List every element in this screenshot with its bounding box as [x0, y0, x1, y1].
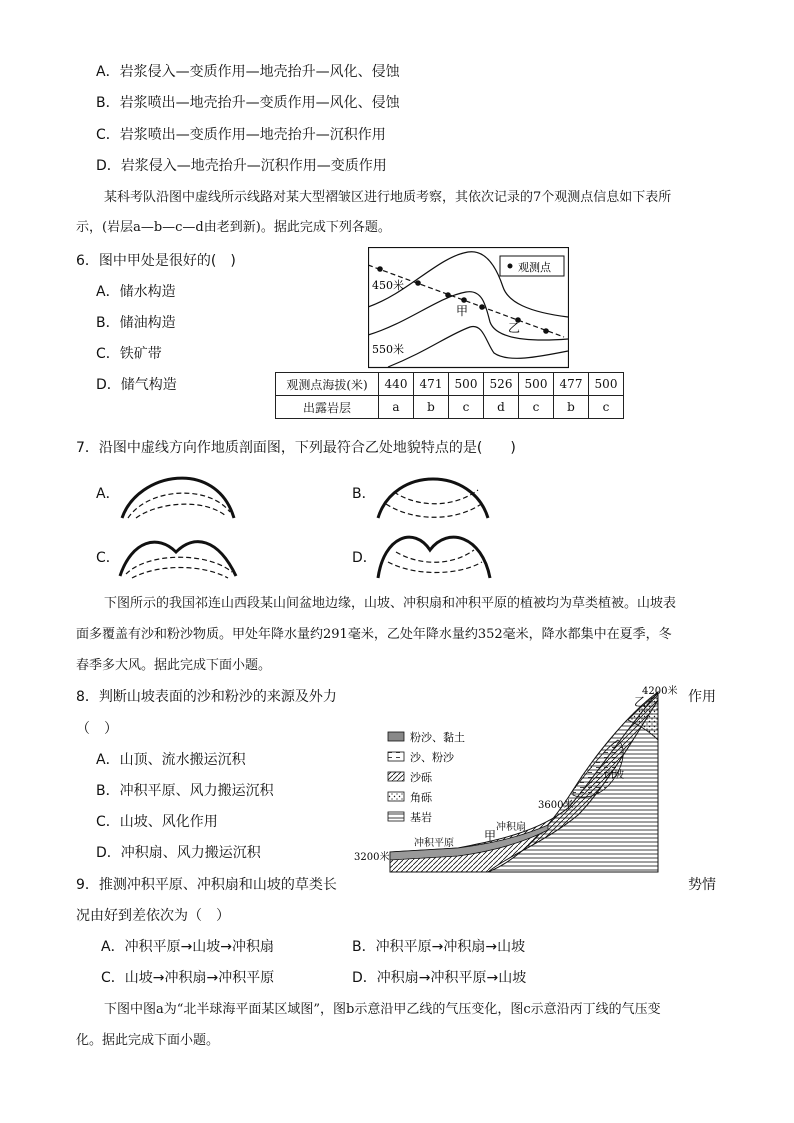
table-cell: 500: [589, 373, 624, 396]
q8-option-d: D．冲积扇、风力搬运沉积: [96, 845, 261, 861]
q7-option-d: D．: [352, 550, 377, 566]
passage1-line2: 示，(岩层a—b—c—d由老到新)。据此完成下列各题。: [76, 220, 391, 235]
terrain-profile-diagram: [348, 680, 678, 880]
map-contour-550: 550米: [372, 343, 404, 356]
table-cell: 477: [554, 373, 589, 396]
q8-stem: 8．判断山坡表面的沙和粉沙的来源及外力: [76, 689, 337, 705]
passage2-line2: 面多覆盖有沙和粉沙物质。甲处年降水量约291毫米，乙处年降水量约352毫米，降水都集中在夏季，冬: [76, 627, 672, 642]
table-cell: a: [379, 396, 414, 419]
label-jia: 甲: [484, 829, 497, 843]
q5-option-a: A．岩浆侵入—变质作用—地壳抬升—风化、侵蚀: [96, 64, 400, 80]
legend-breccia: 角砾: [410, 791, 432, 804]
table-cell: b: [554, 396, 589, 419]
q7-stem: 7．沿图中虚线方向作地质剖面图，下列最符合乙处地貌特点的是( ): [76, 440, 516, 456]
q6-option-c: C．铁矿带: [96, 346, 162, 362]
legend-sand-silt: 沙、粉沙: [410, 751, 454, 764]
q5-option-b: B．岩浆喷出—地壳抬升—变质作用—风化、侵蚀: [96, 95, 400, 111]
label-plain: 冲积平原: [414, 838, 454, 849]
q9-option-d: D．冲积扇→冲积平原→山坡: [352, 970, 527, 986]
q7-profile-b: [374, 466, 494, 522]
q8-stem-end: 作用: [688, 689, 716, 705]
table-row: [276, 373, 624, 396]
label-yi: 乙: [634, 695, 647, 709]
passage2-line1: 下图所示的我国祁连山西段某山间盆地边缘，山坡、冲积扇和冲积平原的植被均为草类植被。山坡表: [104, 596, 677, 611]
table-header-elevation: 观测点海拔(米): [276, 373, 379, 396]
legend-gravel: 沙砾: [410, 771, 432, 784]
q6-option-a: A．储水构造: [96, 284, 176, 300]
q9-option-c: C．山坡→冲积扇→冲积平原: [101, 970, 275, 986]
q9-stem: 9．推测冲积平原、冲积扇和山坡的草类长: [76, 877, 337, 893]
q7-option-a: A．: [96, 486, 120, 502]
q5-option-d: D．岩浆侵入—地壳抬升—沉积作用—变质作用: [96, 158, 387, 174]
map-legend-label: 观测点: [518, 261, 551, 274]
q9-option-b: B．冲积平原→冲积扇→山坡: [352, 939, 526, 955]
elev-3600: 3600米: [538, 800, 574, 811]
table-cell: 500: [449, 373, 484, 396]
table-cell: 526: [484, 373, 519, 396]
q9-option-a: A．冲积平原→山坡→冲积扇: [101, 939, 275, 955]
map-label-yi: 乙: [508, 321, 521, 335]
map-contour-450: 450米: [372, 279, 404, 292]
q6-option-b: B．储油构造: [96, 315, 176, 331]
table-cell: c: [589, 396, 624, 419]
q8-paren: （ ）: [76, 721, 118, 737]
q6-stem: 6．图中甲处是很好的( ): [76, 253, 236, 269]
q7-option-b: B．: [352, 486, 376, 502]
label-slope: 山坡: [604, 770, 624, 781]
legend-silt-clay: 粉沙、黏土: [410, 731, 465, 744]
q6-option-d: D．储气构造: [96, 377, 177, 393]
elev-4200: 4200米: [642, 686, 678, 697]
legend-bedrock: 基岩: [410, 811, 432, 824]
table-cell: c: [519, 396, 554, 419]
q9-stem-end: 势情: [688, 877, 716, 893]
elev-3200: 3200米: [354, 852, 390, 863]
q8-option-c: C．山坡、风化作用: [96, 814, 218, 830]
q7-option-c: C．: [96, 550, 120, 566]
table-cell: b: [414, 396, 449, 419]
passage1-line1: 某科考队沿图中虚线所示线路对某大型褶皱区进行地质考察，其依次记录的7个观测点信息如下表所: [104, 190, 672, 205]
table-header-strata: 出露岩层: [276, 396, 379, 419]
label-fan: 冲积扇: [496, 822, 526, 833]
contour-map: [368, 247, 569, 369]
table-cell: 471: [414, 373, 449, 396]
passage3-line1: 下图中图a为“北半球海平面某区域图”，图b示意沿甲乙线的气压变化，图c示意沿丙丁线的气压变: [104, 1002, 661, 1017]
table-cell: c: [449, 396, 484, 419]
observation-table: [275, 372, 624, 419]
table-cell: d: [484, 396, 519, 419]
passage3-line2: 化。据此完成下面小题。: [76, 1033, 220, 1048]
map-label-jia: 甲: [456, 304, 469, 318]
q8-option-b: B．冲积平原、风力搬运沉积: [96, 783, 274, 799]
q9-stem-cont: 况由好到差依次为（ ）: [76, 908, 230, 924]
q7-profile-d: [374, 526, 494, 580]
table-cell: 440: [379, 373, 414, 396]
q7-profile-c: [118, 530, 238, 580]
q5-option-c: C．岩浆喷出—变质作用—地壳抬升—沉积作用: [96, 127, 386, 143]
passage2-line3: 春季多大风。据此完成下面小题。: [76, 658, 272, 673]
table-cell: 500: [519, 373, 554, 396]
table-row: [276, 396, 624, 419]
q7-profile-a: [118, 464, 238, 520]
q8-option-a: A．山顶、流水搬运沉积: [96, 752, 246, 768]
